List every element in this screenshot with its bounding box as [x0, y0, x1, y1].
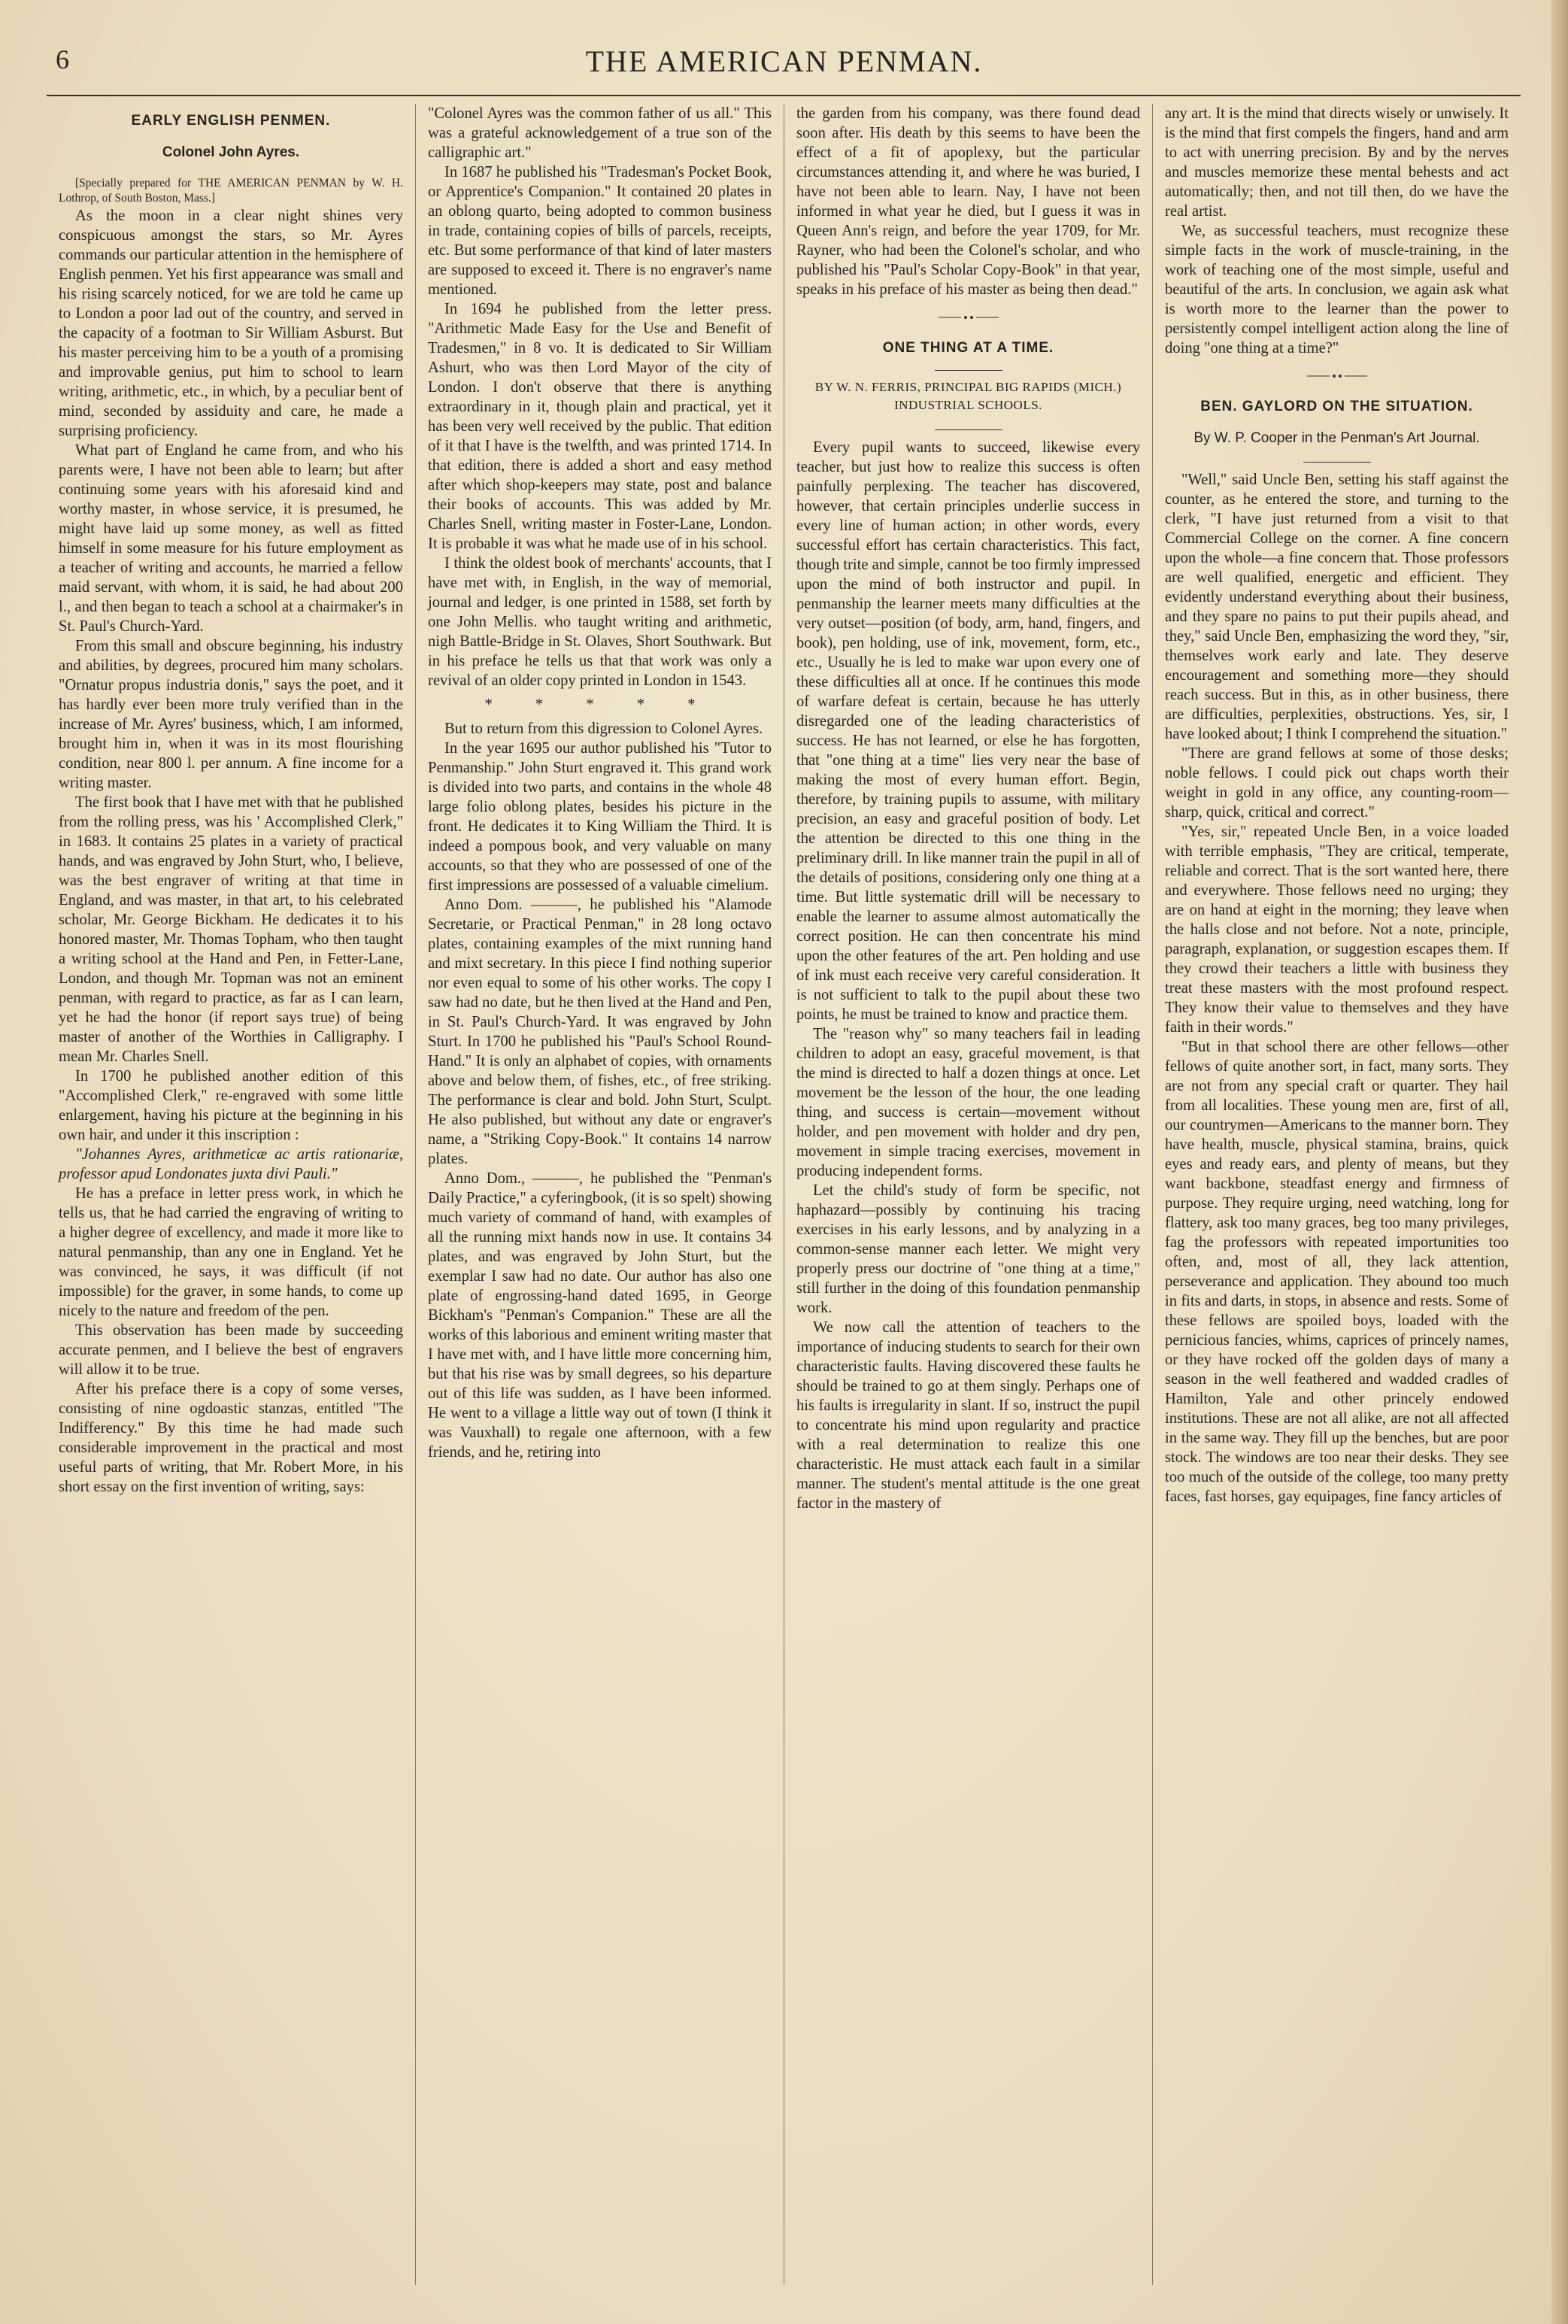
paragraph: Anno Dom., ———, he published the "Penman's Daily Practice," a cyferingbook, (it is so spelt) showing much variety of command of hand, with examples of all the running mixt hands now in use. It contains 34 plates, and was engraved by John Sturt, but the exemplar I saw had no date. Our author has also one plate of engrossing-hand dated 1695, in George Bickham's "Penman's Companion." These are all the works of this laborious and eminent writing master that I have met with, and I have little more concerning him, but that his rise was by small degrees, so his departure out of this life was sudden, as I have been informed. He went to a village a little way out of town (I think it was Vauxhall) to regale one afternoon, with a few friends, and he, retiring into: [428, 1170, 772, 1461]
paragraph: Anno Dom. ———, he published his "Alamode Secretarie, or Practical Penman," in 28 long octavo plates, containing examples of the mixt running hand and mixt secretary. In this piece I find nothing superior nor even equal to some of his other works. The copy I saw had no date, but he then lived at the Hand and Pen, in St. Paul's Church-Yard. It was engraved by John Sturt. In 1700 he published his "Paul's School Round-Hand." It is only an alphabet of copies, with ornaments above and below them, of fishes, etc., of free striking. The performance is clear and bold. John Sturt, Sculpt. He also published, but without any date or engraver's name, a "Striking Copy-Book." It contains 14 narrow plates.: [428, 897, 772, 1167]
paragraph: "Colonel Ayres was the common father of us all." This was a grateful acknowledgement of a true son of the calligraphic art.": [428, 105, 772, 161]
paragraph: This observation has been made by succeeding accurate penmen, and I believe the best of engravers will allow it to be true.: [59, 1322, 403, 1378]
paragraph: We, as successful teachers, must recognize these simple facts in the work of muscle-training, in the work of teaching one of the most simple, useful and beautiful of the arts. In conclusion, we again ask what is worth more to the learner than the power to persistently compel intelligent action along the line of doing "one thing at a time?": [1165, 223, 1509, 356]
paragraph: Every pupil wants to succeed, likewise every teacher, but just how to realize this success is often painfully perplexing. The teacher has discovered, however, that certain principles underlie success in every line of human action; in other words, every successful effort has certain characteristics. This fact, though trite and simple, cannot be too firmly impressed upon the mind of both instructor and pupil. In penmanship the learner meets many difficulties at the very outset—position (of body, arm, hand, fingers, and book), pen holding, use of ink, movement, form, etc., etc., Usually he is led to make war upon every one of these difficulties all at once. If he continues this mode of warfare defeat is certain, because he has utterly disregarded one of the leading characteristics of success. He has not learned, or else he has forgotten, that "one thing at a time" lies very near the base of making the most of every human effort. Begin, therefore, by training pupils to assume, with military precision, an easy and graceful position of body. Let the attention be directed to this one thing in the preliminary drill. In like manner train the pupil in all of the details of positions, considering only one thing at a time. But little systematic drill will be necessary to enable the learner to assume almost automatically the correct position. He can then concentrate his mind upon the other features of the art. Pen holding and use of ink must each receive very careful consideration. It is not sufficient to talk to the pupil about these two points, he must be trained to know and practice them.: [796, 439, 1140, 1023]
article1-heading: EARLY ENGLISH PENMEN.: [131, 113, 331, 129]
ornament-divider: [796, 307, 1140, 326]
ornament-rule-icon: [1307, 372, 1367, 380]
page-number: 6: [56, 44, 69, 74]
paragraph: We now call the attention of teachers to the importance of inducing students to search for their own characteristic faults. Having discovered these faults he should be trained to go at them singly. Perhaps one of his faults is irregularity in slant. If so, instruct the pupil to concentrate his mind upon regularity and practice with a real determination to realize this one characteristic. He must attack each fault in a similar manner. The student's mental attitude is the one great factor in the mastery of: [796, 1319, 1140, 1512]
paragraph: In the year 1695 our author published his "Tutor to Penmanship." John Sturt engraved it. This grand work is divided into two parts, and contains in the whole 48 large folio oblong plates, besides his picture in the front. He dedicates it to King William the Third. It is indeed a pompous book, and very valuable on many accounts, so that they who are possessed of one of the first impressions are possessed of a valuable cimelium.: [428, 740, 772, 893]
article-columns: [47, 104, 1521, 2285]
header-rule: [47, 95, 1521, 96]
paragraph: As the moon in a clear night shines very conspicuous amongst the stars, so Mr. Ayres commands our particular attention in the hemisphere of English penmen. Yet his first appearance was small and his rising scarcely noticed, for we are told he came up to London a poor lad out of the country, and served in the capacity of a footman to Sir William Asburst. But his master perceiving him to be a youth of a promising and improvable genius, put him to school to learn writing, arithmetic, etc., in which, by a peculiar bent of mind, seconded by assiduity and care, he made a surprising proficiency.: [59, 208, 403, 439]
section-stars: * * * * *: [484, 696, 715, 713]
small-rule: [935, 429, 1002, 430]
small-rule: [935, 370, 1002, 371]
column-4: [1152, 104, 1521, 2285]
paragraph: I think the oldest book of merchants' accounts, that I have met with, in English, in the way of memorial, journal and ledger, is one printed in 1588, set forth by one John Mellis. who taught writing and arithmetic, nigh Battle-Bridge in St. Olaves, Short Southwark. But in his preface he tells us that that work was only a revival of an older copy printed in London in 1543.: [428, 555, 772, 689]
paragraph: any art. It is the mind that directs wisely or unwisely. It is the mind that first compels the fingers, hand and arm to act with unerring precision. By and by the nerves and muscles memorize these mental behests and act automatically; then, and not till then, do we have the real artist.: [1165, 105, 1509, 220]
ornament-rule-icon: [939, 314, 999, 321]
paragraph: After his preface there is a copy of some verses, consisting of nine ogdoastic stanzas, entitled "The Indifferency." By this time he had made such considerable improvement in the practical and most useful parts of writing, that Mr. Robert More, in his short essay on the first invention of writing, says:: [59, 1381, 403, 1495]
paragraph: Let the child's study of form be specific, not haphazard—possibly by continuing his tracing exercises in his early lessons, and by analyzing in a common-sense manner each letter. We might very properly press our doctrine of "one thing at a time," still further in the doing of this foundation penmanship work.: [796, 1182, 1140, 1316]
article3-heading: BEN. GAYLORD ON THE SITUATION.: [1200, 399, 1473, 414]
article1-subheading: Colonel John Ayres.: [162, 144, 300, 160]
page-spine-shadow: [1551, 0, 1568, 2324]
paragraph: "Johannes Ayres, arithmeticæ ac artis rationariæ, professor apud Londonates juxta divi Pauli.": [59, 1146, 403, 1182]
paragraph: From this small and obscure beginning, his industry and abilities, by degrees, procured him many scholars. "Ornatur propus industria donis," says the poet, and it has hardly ever been more truly verified than in the increase of Mr. Ayres' business, which, I am informed, brought him in, when it was in its most flourishing condition, near 800 l. per annum. A fine income for a writing master.: [59, 638, 403, 791]
paragraph: "There are grand fellows at some of those desks; noble fellows. I could pick out chaps worth their weight in gold in any office, any counting-room—sharp, quick, critical and correct.": [1165, 745, 1509, 821]
article2-byline: BY W. N. FERRIS, PRINCIPAL BIG RAPIDS (MICH.) INDUSTRIAL SCHOOLS.: [814, 380, 1122, 412]
small-rule: [1303, 462, 1371, 463]
article2-heading: ONE THING AT A TIME.: [882, 340, 1054, 356]
column-2: [415, 104, 784, 2285]
article3-byline: By W. P. Cooper in the Penman's Art Journal.: [1193, 430, 1480, 446]
paragraph: In 1700 he published another edition of this "Accomplished Clerk," re-engraved with some little enlargement, having his picture at the beginning in his own hair, and under it this inscription :: [59, 1068, 403, 1143]
column-3: [784, 104, 1152, 2285]
paragraph: "Well," said Uncle Ben, setting his staff against the counter, as he entered the store, and turning to the clerk, "I have just returned from a visit to that Commercial College on the corner. A fine concern upon the whole—a fine concern that. Those professors are well qualified, energetic and efficient. They evidently understand everything about their business, and they spare no pains to put their pupils ahead, and they," said Uncle Ben, emphasizing the word they, "sir, themselves work early and late. They deserve encouragement and something more—they should reach success. But in this, as in other business, there are difficulties, perplexities, obstructions. Yes, sir, I have looked about; I think I comprehend the situation.": [1165, 472, 1509, 742]
paragraph: He has a preface in letter press work, in which he tells us, that he had carried the engraving of writing to a higher degree of excellency, and made it more like to natural penmanship, than any one in England. Yet he was convinced, he says, it was difficult (if not impossible) for the graver, in some hands, to come up nicely to the nature and freedom of the pen.: [59, 1185, 403, 1319]
paragraph: What part of England he came from, and who his parents were, I have not been able to learn; but after continuing some years with his aforesaid kind and worthy master, in whose service, it is presumed, he might have laid up some money, as well as fitted himself in some measure for his future employment as a teacher of writing and accounts, he married a fellow maid servant, with whom, it is said, he had about 200 l., and then began to teach a school at a chairmaker's in St. Paul's Church-Yard.: [59, 442, 403, 635]
column-1: [47, 104, 415, 2285]
paragraph: "But in that school there are other fellows—other fellows of quite another sort, in fact, many sorts. They are not from any special craft or quarter. They hail from all localities. These young men are, first of all, our countrymen—Americans to the manner born. They have health, muscle, physical stamina, brains, quick eyes and ready ears, and plenty of means, but they want backbone, steadfast energy and firmness of purpose. They require urging, need watching, long for flattery, ask too many graces, beg too many privileges, fag the professors with repeated importunities too often, and, most of all, they lack attention, perseverance and application. They abound too much in fits and darts, in stops, in absence and rests. Some of these fellows are spoiled boys, loaded with the pernicious fancies, whims, caprices of princely names, or they have rocked off the golden days of many a season in the well feathered and wadded cradles of Hamilton, Yale and other princely endowed institutions. These are not all alike, are not all affected in the same way. They fill up the benches, but are poor stock. The windows are too near their desks. They see too much of the outside of the college, too many pretty faces, fast horses, gay equipages, fine fancy articles of: [1165, 1039, 1509, 1505]
ornament-divider: [1165, 366, 1509, 385]
paragraph: "Yes, sir," repeated Uncle Ben, in a voice loaded with terrible emphasis, "They are critical, temperate, reliable and correct. That is the sort wanted here, there and everywhere. Those fellows need no urging; they are on hand at eight in the morning; they leave when the halls close and not before. Not a note, principle, paragraph, explanation, or suggestion escapes them. If they crowd their teachers a little with business they treat these masters with the most profound respect. They know their value to themselves and they have faith in their words.": [1165, 824, 1509, 1036]
masthead-title: THE AMERICAN PENMAN.: [585, 44, 983, 78]
paragraph: The first book that I have met with that he published from the rolling press, was his ' Accomplished Clerk," in 1683. It contains 25 plates in a variety of practical hands, and was engraved by John Sturt, who, I believe, was the best engraver of writing at that time in England, and was master, in that art, to his celebrated scholar, Mr. George Bickham. He dedicates it to his honored master, Mr. Thomas Topham, who then taught a writing school at the Hand and Pen, in Fetter-Lane, London, and though Mr. Topman was not an eminent penman, with regard to practice, as far as I can learn, yet he had the honor (if report says true) of being master of another of the Worthies in Calligraphy. I mean Mr. Charles Snell.: [59, 794, 403, 1065]
paragraph: In 1694 he published from the letter press. "Arithmetic Made Easy for the Use and Benefit of Tradesmen," in 8 vo. It is dedicated to Sir William Ashurt, who was then Lord Mayor of the city of London. I don't observe that there is anything extraordinary in it, though plain and practical, yet it has been very well received by the public. That edition of it that I have is the twelfth, and was printed 1714. In that edition, there is added a short and easy method after which shop-keepers may state, post and balance their books of accounts. This was added by Mr. Charles Snell, writing master in Foster-Lane, London. It is probable it was what he made use of in his school.: [428, 301, 772, 552]
article1-credit: [Specially prepared for THE AMERICAN PENMAN by W. H. Lothrop, of South Boston, Mass.]: [59, 177, 403, 205]
paragraph: the garden from his company, was there found dead soon after. His death by this seems to have been the effect of a fit of apoplexy, but the particular circumstances attending it, and where he was buried, I have not been able to learn. Nay, I have not been informed in what year he died, but I guess it was in Queen Ann's reign, and before the year 1709, for Mr. Rayner, who had been the Colonel's scholar, and who published his "Paul's Scholar Copy-Book" in that year, speaks in his preface of his master as being then dead.": [796, 105, 1140, 298]
paragraph: But to return from this digression to Colonel Ayres.: [444, 721, 763, 737]
paragraph: The "reason why" so many teachers fail in leading children to adopt an easy, graceful movement, is that the mind is directed to half a dozen things at once. Let movement be the lesson of the hour, the one leading thing, and success is certain—movement without holder, and pen movement with holder and dry pen, movement in simple tracing exercises, movement in producing independent forms.: [796, 1026, 1140, 1179]
paragraph: In 1687 he published his "Tradesman's Pocket Book, or Apprentice's Companion." It contained 20 plates in an oblong quarto, being adopted to common business in trade, containing copies of bills of parcels, receipts, etc. But some performance of that kind of later masters are supposed to exceed it. There is no engraver's name mentioned.: [428, 164, 772, 298]
